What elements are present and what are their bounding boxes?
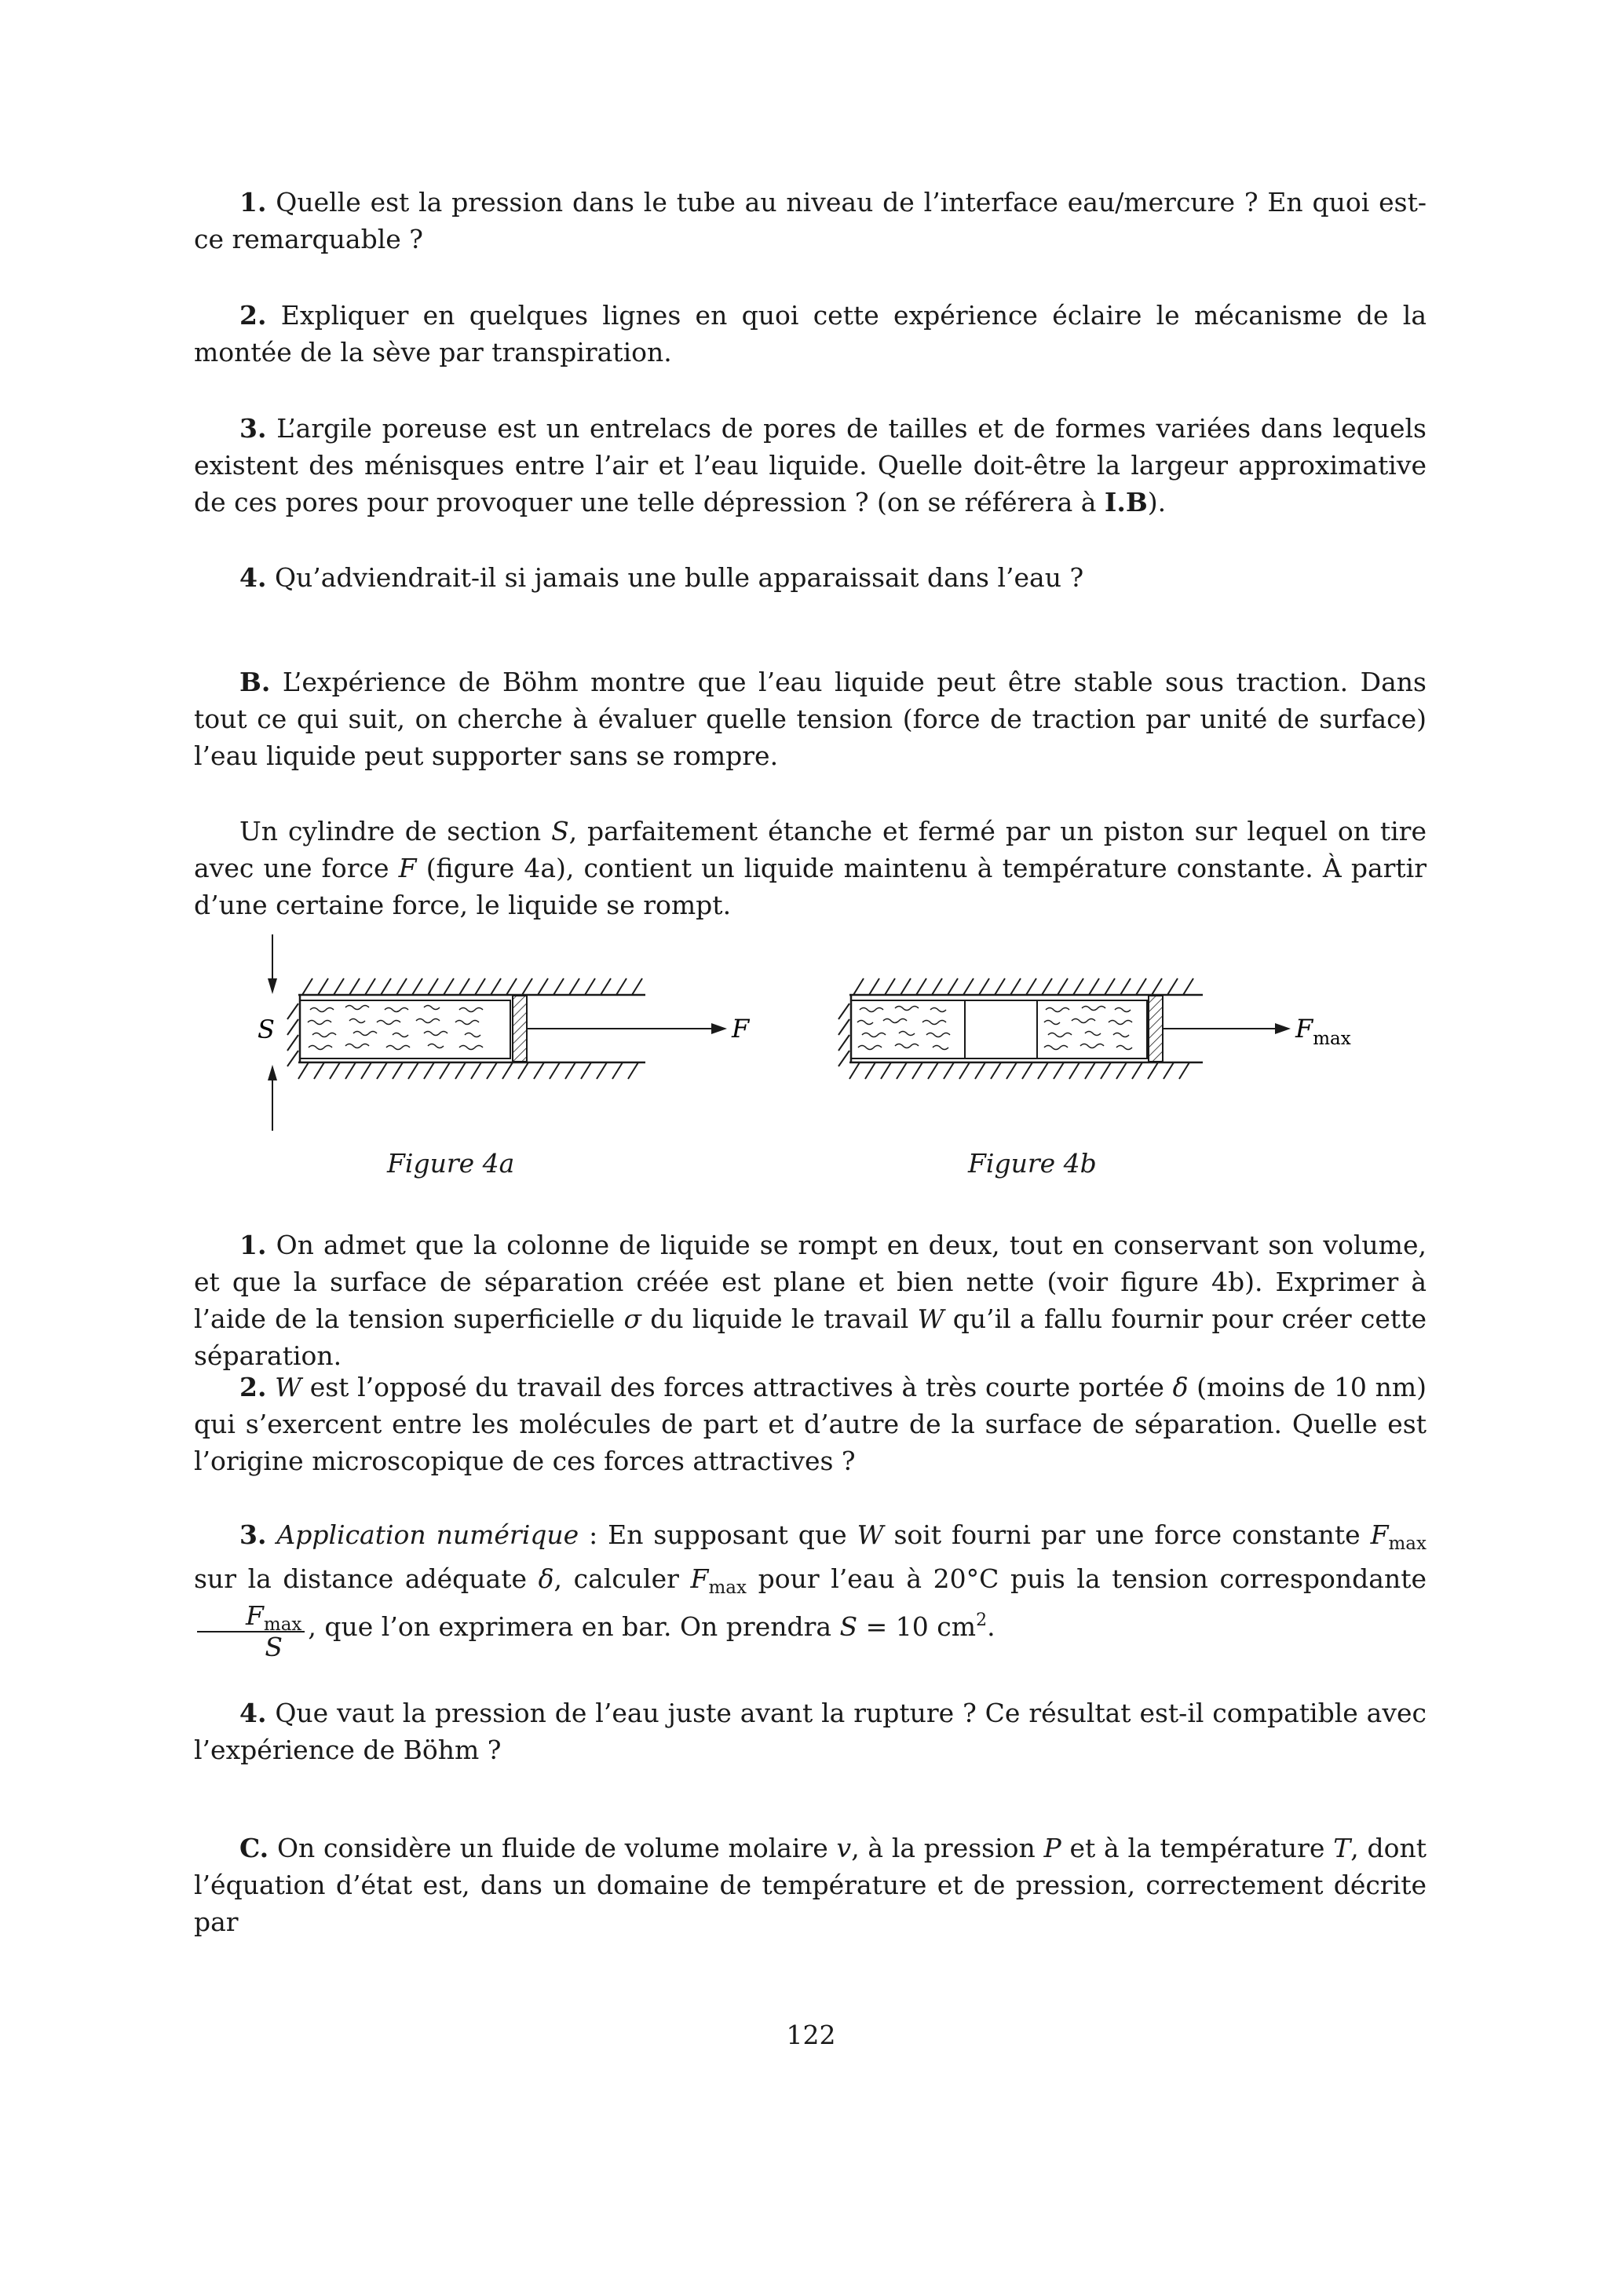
section-b-paragraph: Un cylindre de section S, parfaitement étanche et fermé par un piston sur lequel on tire avec une force F (figure 4a), contient un liquide maintenu à température constante. À partir d’une certaine force, le liquide se rompt. <box>194 816 1427 920</box>
question-number: 1. <box>239 187 267 218</box>
section-label: C. <box>239 1833 269 1863</box>
question-a1 <box>194 184 1427 258</box>
section-reference: I.B <box>1104 487 1148 517</box>
figure-caption-4b: Figure 4b <box>968 1148 1097 1179</box>
force-arrow <box>1275 1023 1291 1034</box>
question-b2: 2. W est l’opposé du travail des forces attractives à très courte portée δ (moins de 10 nm) qui s’exercent entre les molécules de part et d’autre de la surface de séparation. Quelle est l’origine microscopique de ces forces attractives ? <box>194 1372 1427 1476</box>
liquid-waves <box>308 1006 483 1050</box>
piston <box>513 996 527 1062</box>
figure-caption-4a: Figure 4a <box>387 1148 515 1179</box>
question-text: Qu’adviendrait-il si jamais une bulle apparaissait dans l’eau ? <box>274 562 1084 593</box>
question-b1: 1. On admet que la colonne de liquide se rompt en deux, tout en conservant son volume, et que la surface de séparation créée est plane et bien nette (voir figure 4b). Exprimer à l’aide de la tension superficielle σ du liquide le travail W qu’il a fallu fournir pour créer cette séparation. <box>194 1230 1427 1371</box>
question-b4: 4. Que vaut la pression de l’eau juste avant la rupture ? Ce résultat est-il compatible avec l’expérience de Böhm ? <box>194 1698 1427 1765</box>
figure-4b <box>838 978 1351 1079</box>
question-a3: 3. L’argile poreuse est un entrelacs de pores de tailles et de formes variées dans lequels existent des ménisques entre l’air et l’eau liquide. Quelle doit-être la largeur approximative de ces pores pour provoquer une telle dépression ? (on se référera à I.B). <box>194 413 1427 517</box>
question-number: 4. <box>239 1698 267 1728</box>
question-text: L’argile poreuse est un entrelacs de pores de tailles et de formes variées dans lequels existent des ménisques entre l’air et l’eau liquide. Quelle doit-être la largeur approximative de ces pores pour provoquer une telle dépression ? (on se référera à <box>194 413 1427 517</box>
question-number: 3. <box>239 1519 267 1550</box>
section-c-intro: C. On considère un fluide de volume molaire v, à la pression P et à la température T, dont l’équation d’état est, dans un domaine de température et de pression, correctement décrite par <box>194 1833 1427 1937</box>
piston <box>1149 996 1163 1062</box>
section-b-intro: B. L’expérience de Böhm montre que l’eau liquide peut être stable sous traction. Dans tout ce qui suit, on cherche à évaluer quelle tension (force de traction par unité de surface) l’eau liquide peut supporter sans se rompre. <box>194 667 1427 771</box>
bottom-hatching <box>298 1062 638 1079</box>
section-label: B. <box>239 667 271 697</box>
label-F: F <box>732 1014 750 1044</box>
application-label: Application numérique <box>276 1519 579 1550</box>
force-arrow <box>711 1023 727 1034</box>
question-b3: 3. Application numérique : En supposant que W soit fourni par une force constante $F_{max}$ sur la distance adéquate δ, calculer $F_{max}$ pour l’eau à 20°C puis la tension correspondante $\frac{F_{max}}{S}$ , que l’on exprimera en bar. On prendra S = 10 $cm^2$. <box>194 1519 1427 1662</box>
top-hatching <box>302 978 642 995</box>
piston-cylinder-figure <box>0 934 1622 1154</box>
question-number: 1. <box>239 1230 267 1260</box>
question-number: 2. <box>239 1372 267 1402</box>
label-S: S <box>258 1015 275 1044</box>
tension-fraction: $\frac{F_{max}}{S}$ <box>197 1601 305 1662</box>
question-number: 4. <box>239 562 267 593</box>
question-text: Quelle est la pression dans le tube au niveau de l’interface eau/mercure ? En quoi est-ce remarquable ? <box>194 187 1427 254</box>
question-a4 <box>194 559 1427 596</box>
question-a2 <box>194 297 1427 371</box>
question-number: 2. <box>239 300 267 331</box>
separation-gap <box>965 1000 1037 1058</box>
figure-4a <box>258 934 751 1131</box>
liquid-block-left <box>851 1000 965 1058</box>
question-text: Expliquer en quelques lignes en quoi cette expérience éclaire le mécanisme de la montée de la sève par transpiration. <box>194 300 1427 367</box>
page-number: 122 <box>786 2020 836 2050</box>
label-Fmax: $F_{max}$ <box>1295 1014 1351 1049</box>
question-number: 3. <box>239 413 267 444</box>
